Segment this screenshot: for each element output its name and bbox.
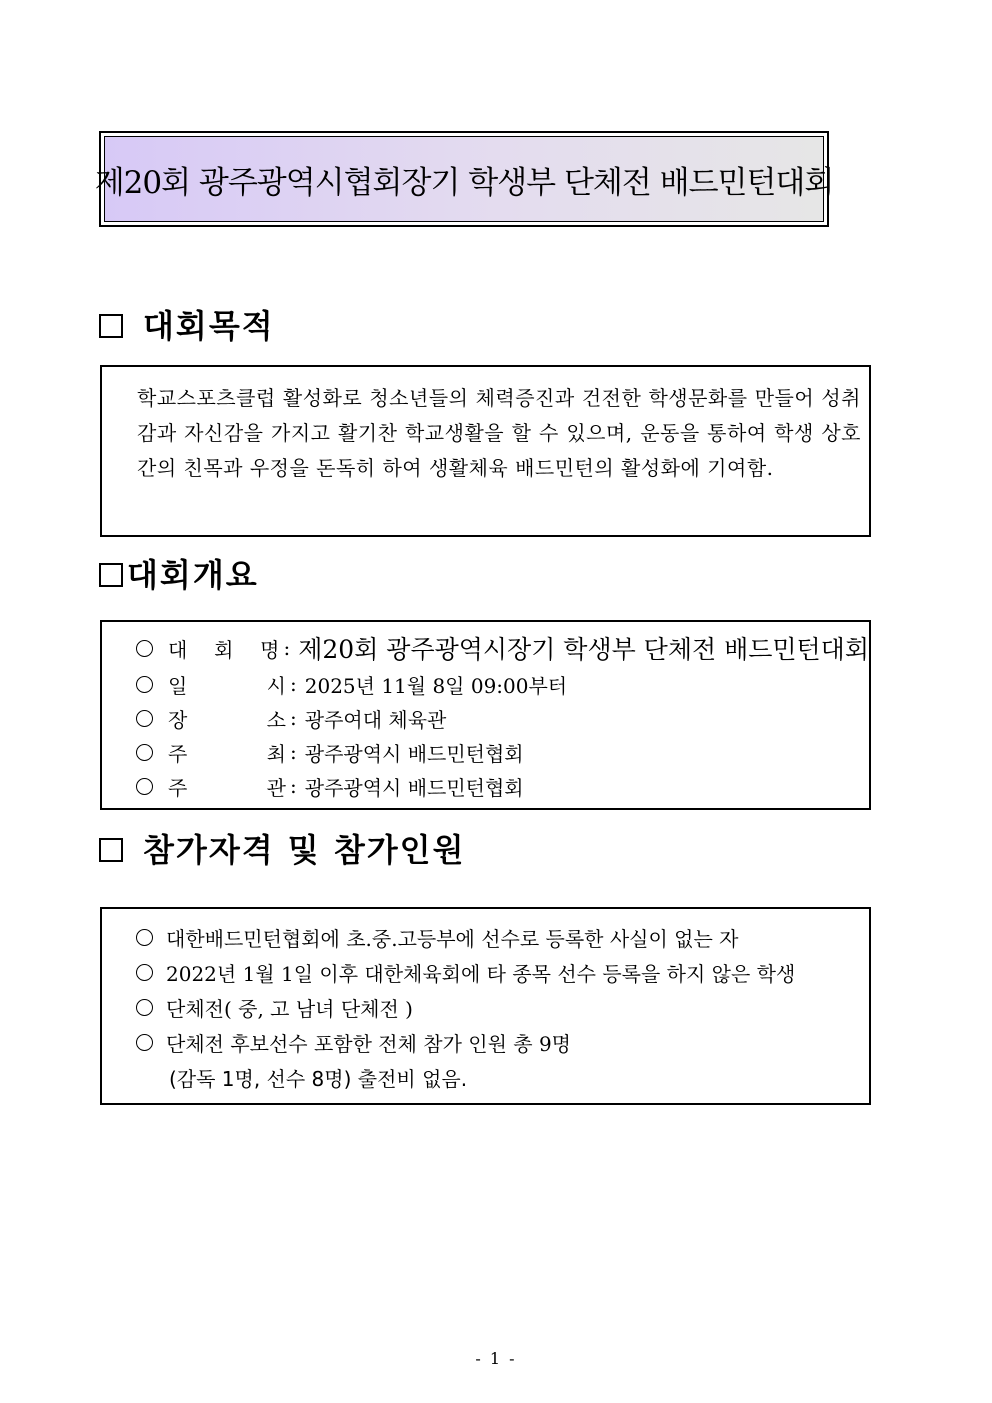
overview-list [102,622,869,803]
document-title: 제20회 광주광역시협회장기 학생부 단체전 배드민턴대회 [94,164,834,201]
section-heading-purpose [99,306,275,346]
overview-label: 일 시 [168,673,286,698]
circle-bullet-icon [136,640,153,657]
circle-bullet-icon [136,999,153,1016]
circle-bullet-icon [136,964,153,981]
eligibility-note: (감독 1명, 선수 8명) 출전비 없음. [169,1067,468,1091]
checkbox-square-icon [99,563,123,587]
circle-bullet-icon [136,778,153,795]
list-item [136,920,869,955]
title-box [94,131,834,227]
eligibility-text: 2022년 1월 1일 이후 대한체육회에 타 종목 선수 등록을 하지 않은 학생 [166,962,796,986]
list-item [136,1025,869,1060]
list-item: 주 관 : 광주광역시 배드민턴협회 [136,769,869,803]
overview-label: 대 회 명 [168,637,280,662]
list-item [136,990,869,1025]
eligibility-panel [100,907,871,1105]
purpose-text: 학교스포츠클럽 활성화로 청소년들의 체력증진과 건전한 학생문화를 만들어 성취감과 자신감을 가지고 활기찬 학교생활을 할 수 있으며, 운동을 통하여 학생 상호간의 친목과 우정을 돈독히 하여 생활체육 배드민턴의 활성화에 기여함. [137,386,861,480]
circle-bullet-icon [136,1034,153,1051]
section-heading-label: 참가자격 및 참가인원 [143,831,466,869]
list-item: 주 최 : 광주광역시 배드민턴협회 [136,735,869,769]
section-heading-overview [99,555,259,595]
title-banner [94,136,834,222]
circle-bullet-icon [136,676,153,693]
overview-label: 장 소 [168,707,286,732]
checkbox-square-icon [99,314,123,338]
eligibility-list [102,909,869,1060]
eligibility-text: 대한배드민턴협회에 초.중.고등부에 선수로 등록한 사실이 없는 자 [166,927,739,951]
overview-label: 주 최 [168,741,286,766]
list-item: 일 시 : 2025년 11월 8일 09:00부터 [136,667,869,701]
overview-panel [100,620,871,810]
checkbox-square-icon [99,838,123,862]
circle-bullet-icon [136,744,153,761]
purpose-panel [100,365,871,537]
section-heading-label: 대회목적 [143,307,275,345]
section-heading-label: 대회개요 [127,556,259,594]
overview-label: 주 관 [168,775,286,800]
list-item: 장 소 : 광주여대 체육관 [136,701,869,735]
section-heading-eligibility [99,830,466,870]
overview-value: 광주광역시 배드민턴협회 [304,775,524,800]
overview-value: 광주여대 체육관 [304,707,447,732]
list-item: 대 회 명 : 제20회 광주광역시장기 학생부 단체전 배드민턴대회 [136,629,869,667]
circle-bullet-icon [136,929,153,946]
eligibility-text: 단체전 후보선수 포함한 전체 참가 인원 총 9명 [166,1032,571,1056]
eligibility-text: 단체전( 중, 고 남녀 단체전 ) [166,997,413,1021]
overview-value: 제20회 광주광역시장기 학생부 단체전 배드민턴대회 [298,635,869,664]
circle-bullet-icon [136,710,153,727]
overview-value: 2025년 11월 8일 09:00부터 [304,673,568,698]
list-item [136,955,869,990]
page-number: - 1 - [475,1349,517,1368]
overview-value: 광주광역시 배드민턴협회 [304,741,524,766]
